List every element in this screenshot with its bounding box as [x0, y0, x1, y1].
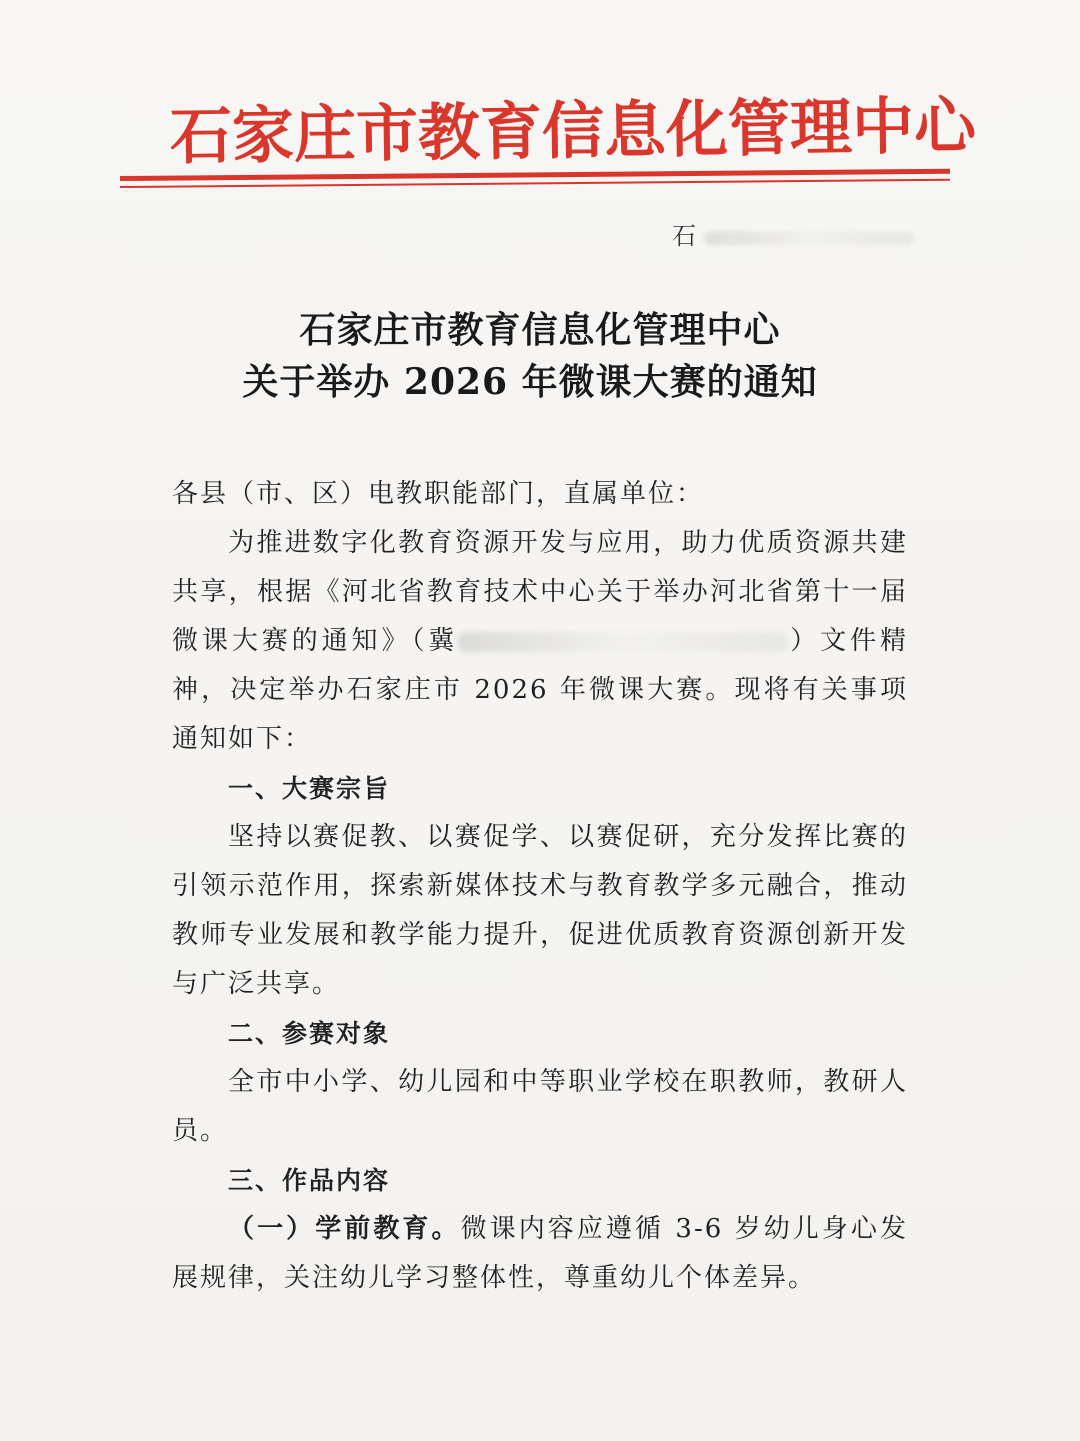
document-number-prefix: 石 [672, 222, 696, 250]
redacted-file-reference [458, 632, 788, 652]
notice-body [172, 470, 908, 1303]
title-line-2: 关于举办 2026 年微课大赛的通知 [242, 361, 818, 403]
subsection-label-preschool: （一）学前教育。 [228, 1214, 461, 1244]
section-heading-participants: 二、参赛对象 [228, 1019, 391, 1048]
intro-text-part-2: ）文件精神，决定举办石家庄市 2026 年微课大赛。现将有关事项通知如下： [172, 626, 908, 754]
redacted-document-number [704, 231, 914, 245]
section-body-purpose: 坚持以赛促教、以赛促学、以赛促研，充分发挥比赛的引领示范作用，探索新媒体技术与教育教学多元融合，推动教师专业发展和教学能力提升，促进优质教育资源创新开发与广泛共享。 [172, 822, 908, 999]
letterhead-org-name: 石家庄市教育信息化管理中心 [169, 88, 977, 173]
document-number [672, 220, 914, 252]
section-heading-content: 三、作品内容 [228, 1166, 391, 1195]
subsection-body-preschool: 微课内容应遵循 3-6 岁幼儿身心发展规律，关注幼儿学习整体性，尊重幼儿个体差异。 [172, 1214, 908, 1293]
section-body-content [172, 1205, 908, 1303]
title-line-1: 石家庄市教育信息化管理中心 [299, 309, 781, 351]
intro-paragraph [172, 519, 908, 764]
notice-title [0, 304, 1080, 408]
section-heading-purpose: 一、大赛宗旨 [228, 774, 391, 803]
salutation: 各县（市、区）电教职能部门，直属单位： [172, 479, 705, 509]
intro-text-part-1: 为推进数字化教育资源开发与应用，助力优质资源共建共享，根据《河北省教育技术中心关于举办河北省第十一届微课大赛的通知》（冀 [172, 528, 908, 656]
section-body-participants: 全市中小学、幼儿园和中等职业学校在职教师，教研人员。 [172, 1067, 908, 1146]
